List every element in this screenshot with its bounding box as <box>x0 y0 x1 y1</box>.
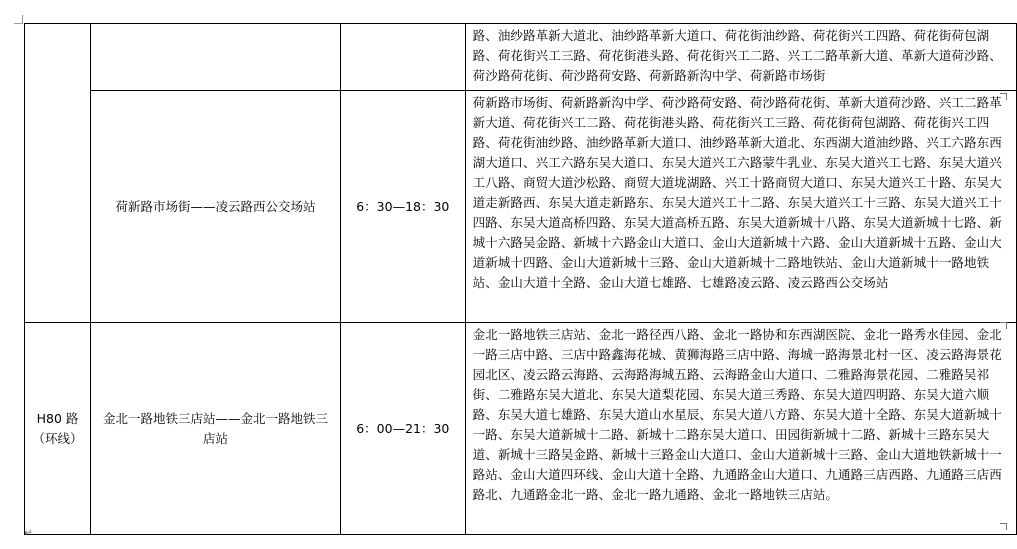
stops-cell: 路、油纱路革新大道北、油纱路革新大道口、荷花街油纱路、荷花街兴工四路、荷花街荷包湖路、荷花街兴工三路、荷花街港头路、荷花街兴工二路、兴工二路革新大道、革新大道荷沙路、荷沙路荷花街、荷沙路荷安路、荷新路新沟中学、荷新路市场街 <box>465 24 1016 91</box>
time-cell: 6：30—18：30 <box>340 91 465 323</box>
route-cell: H80 路（环线） <box>25 323 91 535</box>
stops-cell: 金北一路地铁三店站、金北一路径西八路、金北一路协和东西湖医院、金北一路秀水佳园、金北一路三店中路、三店中路鑫海花城、黄狮海路三店中路、海城一路海景北村一区、凌云路海景花园北区、凌云路云海路、云海路海城五路、云海路金山大道口、二雅路海景花园、二雅路吴祁街、二雅路东吴大道北、东吴大道梨花园、东吴大道三秀路、东吴大道四明路、东吴大道六顺路、东吴大道七雄路、东吴大道山水星辰、东吴大道八方路、东吴大道十全路、东吴大道新城十一路、东吴大道新城十二路、新城十二路东吴大道口、田园街新城十二路、新城十三路东吴大道、新城十三路吴金路、新城十三路金山大道口、金山大道新城十三路、金山大道地铁新城十一路站、金山大道四环线、金山大道十全路、九通路金山大道口、九通路三店西路、九通路三店西路北、九通路金北一路、金北一路九通路、金北一路地铁三店站。 <box>465 323 1016 535</box>
row-end-mark <box>1000 322 1007 329</box>
segment-cell: 荷新路市场街——凌云路西公交场站 <box>91 91 341 323</box>
stops-cell: 荷新路市场街、荷新路新沟中学、荷沙路荷安路、荷沙路荷花街、革新大道荷沙路、兴工二路革新大道、荷花街兴工二路、荷花街港头路、荷花街兴工三路、荷花街荷包湖路、荷花街兴工四路、荷花街油纱路、油纱路革新大道口、油纱路革新大道北、东西湖大道油纱路、兴工六路东西湖大道口、兴工六路东吴大道口、东吴大道兴工六路蒙牛乳业、东吴大道兴工七路、东吴大道兴工八路、商贸大道沙松路、商贸大道垅湖路、兴工十路商贸大道口、东吴大道兴工十路、东吴大道走新路西、东吴大道走新路东、东吴大道兴工十二路、东吴大道兴工十三路、东吴大道兴工十四路、东吴大道高桥四路、东吴大道高桥五路、东吴大道新城十八路、东吴大道新城十七路、新城十六路吴金路、新城十六路金山大道口、金山大道新城十六路、金山大道新城十五路、金山大道新城十四路、金山大道新城十三路、金山大道新城十二路地铁站、金山大道新城十一路地铁站、金山大道十全路、金山大道七雄路、七雄路凌云路、凌云路西公交场站 <box>465 91 1016 323</box>
page-corner-mark <box>14 15 23 24</box>
table-row <box>25 91 1017 323</box>
segment-cell <box>91 24 341 91</box>
bus-route-table <box>24 23 1017 535</box>
paragraph-mark-icon: ↵ <box>24 528 33 539</box>
route-cell <box>25 24 91 323</box>
time-cell <box>340 24 465 91</box>
row-end-mark <box>1000 523 1007 530</box>
segment-cell: 金北一路地铁三店站——金北一路地铁三店站 <box>91 323 341 535</box>
row-end-mark <box>1000 93 1007 100</box>
table-row <box>25 24 1017 91</box>
table-row <box>25 323 1017 535</box>
time-cell: 6：00—21：30 <box>340 323 465 535</box>
